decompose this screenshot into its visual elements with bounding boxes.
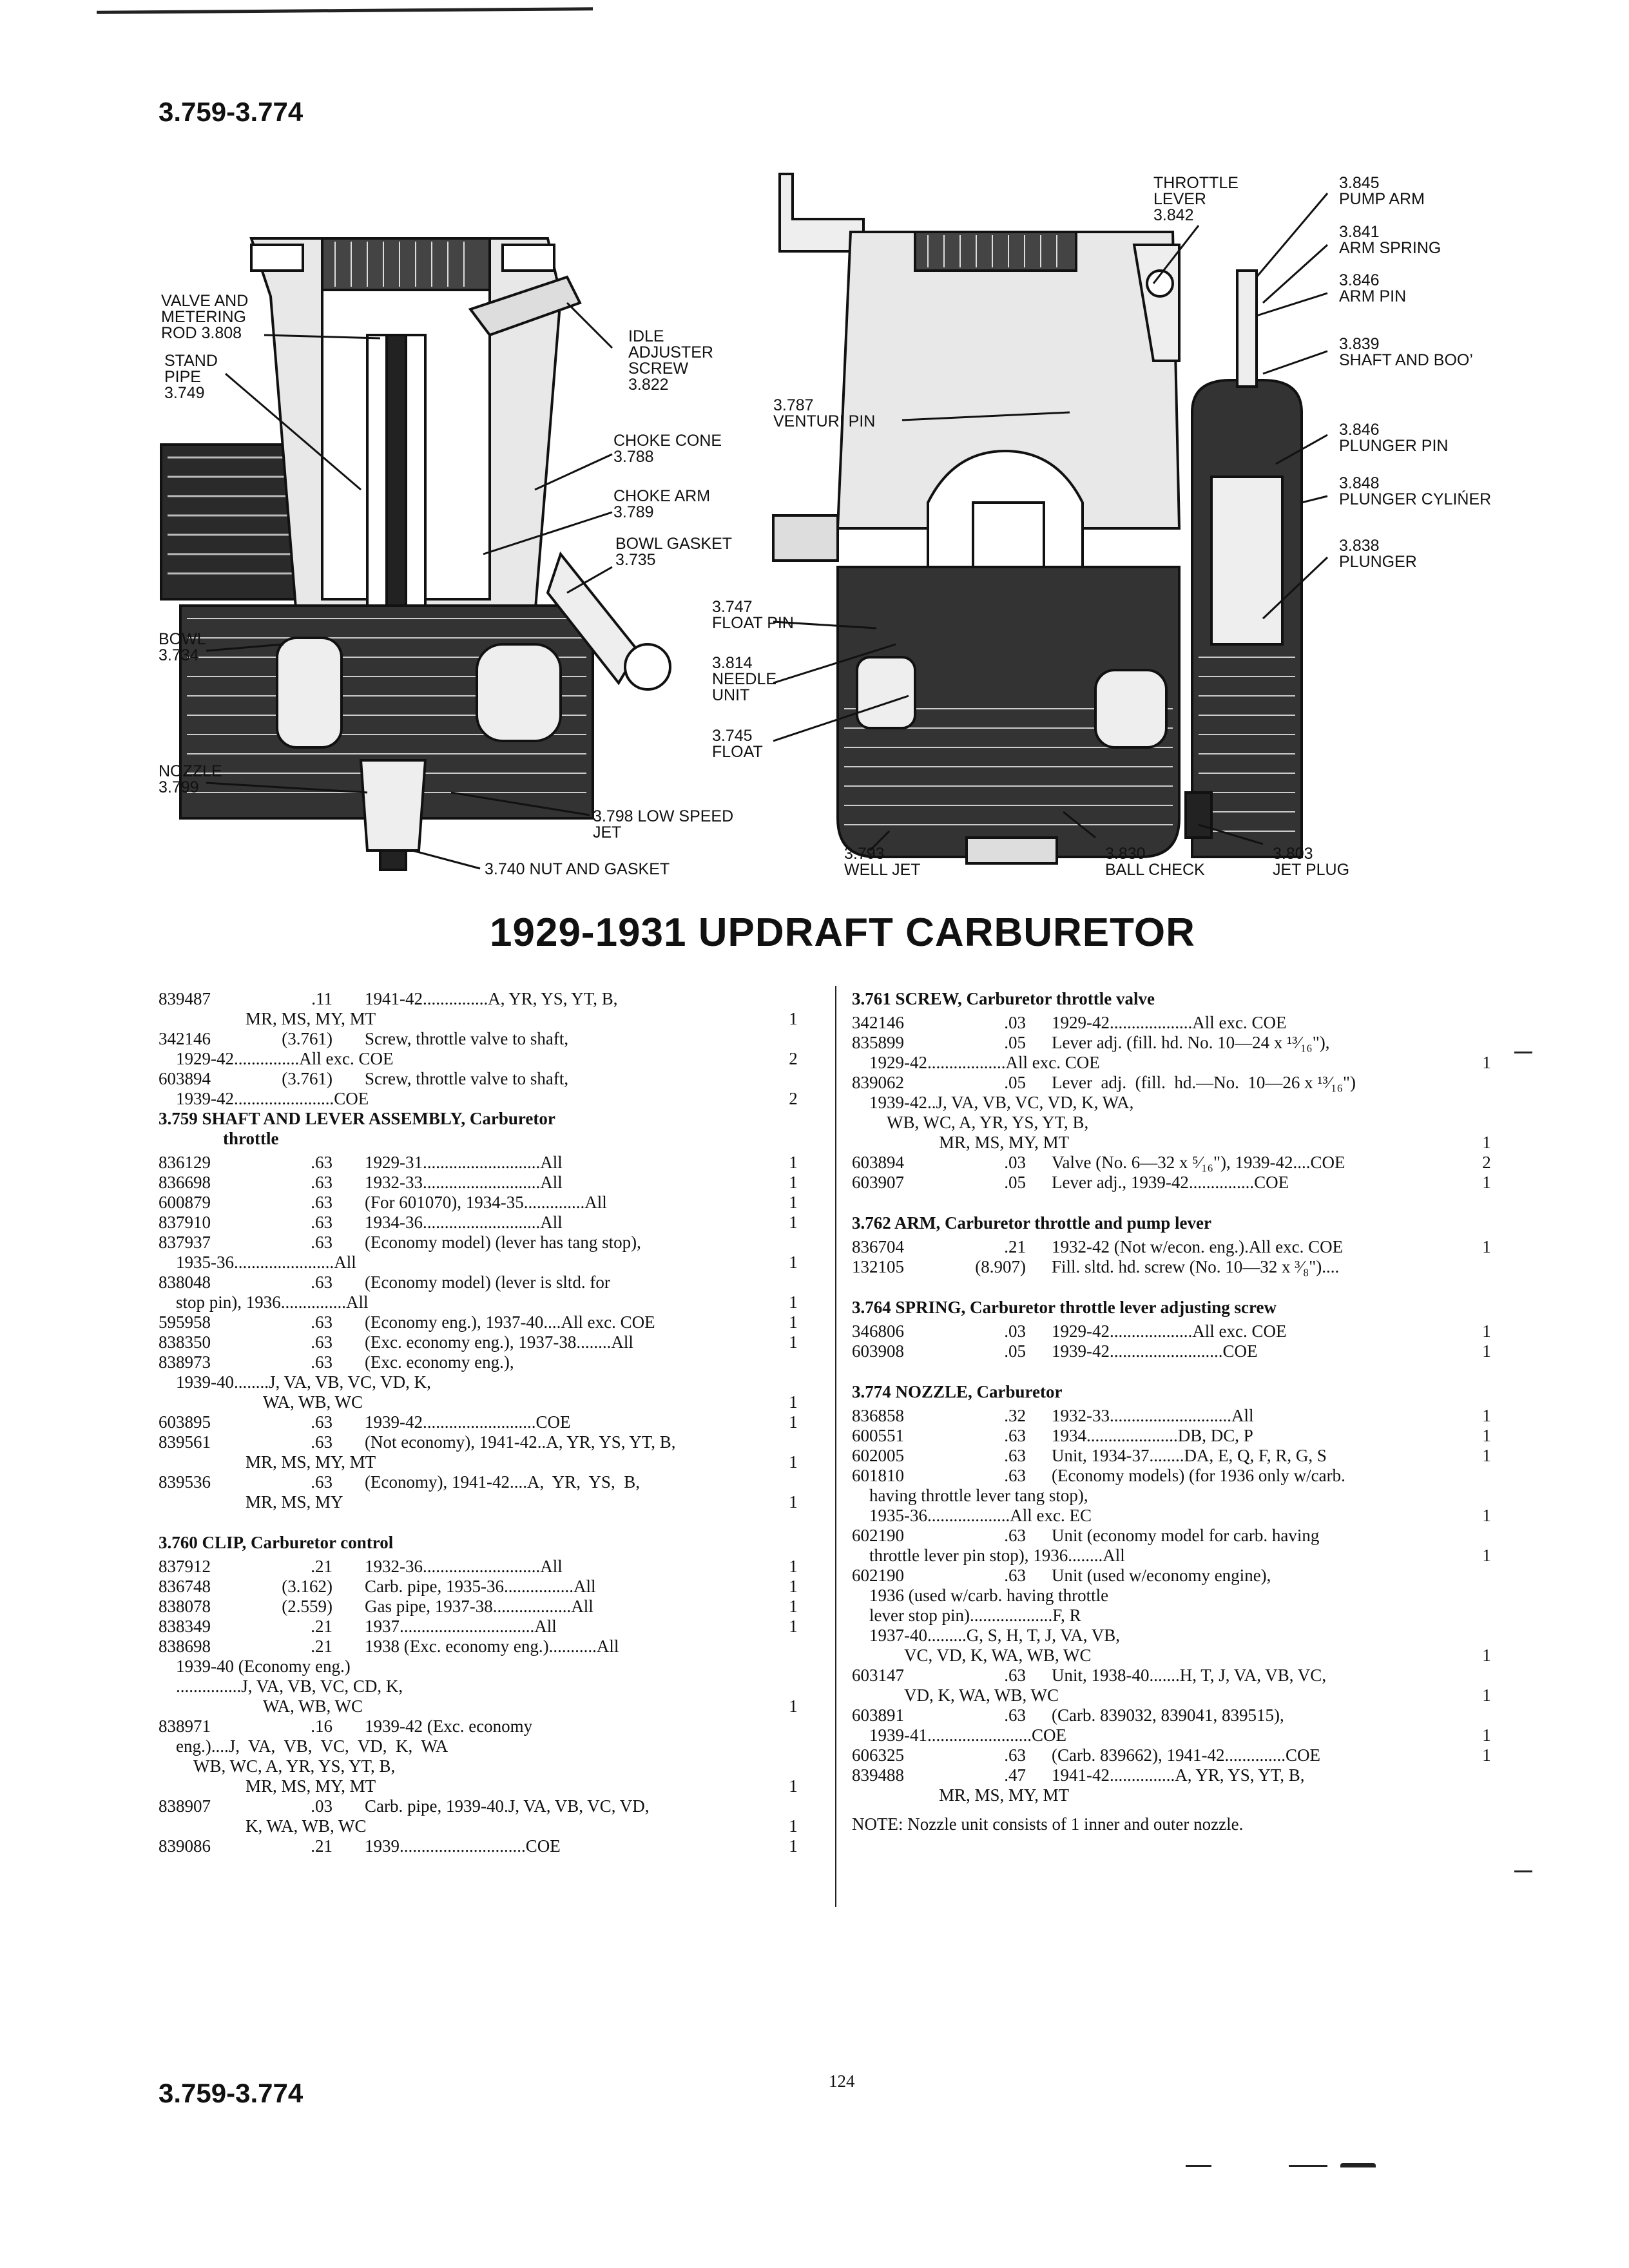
price: .63 bbox=[311, 1332, 333, 1352]
label-low-speed-jet: 3.798 LOW SPEED JET bbox=[593, 807, 734, 841]
quantity: 1 bbox=[789, 1412, 798, 1432]
price: (3.761) bbox=[282, 1069, 333, 1088]
label-jet-plug: 3.803 JET PLUG bbox=[1273, 845, 1350, 879]
price: .63 bbox=[1004, 1666, 1026, 1685]
parts-row bbox=[852, 1033, 1496, 1073]
margin-mark bbox=[1186, 2165, 1211, 2167]
part-number: 838078 bbox=[159, 1597, 211, 1616]
price: .21 bbox=[311, 1637, 333, 1656]
quantity: 1 bbox=[789, 1452, 798, 1472]
label-pump-arm: 3.845 PUMP ARM bbox=[1339, 174, 1425, 208]
label-idle-adjuster-screw: IDLE ADJUSTER SCREW 3.822 bbox=[628, 327, 713, 394]
section-heading bbox=[852, 989, 1496, 1009]
page-title: 1929-1931 UPDRAFT CARBURETOR bbox=[490, 910, 1195, 955]
part-number: 603907 bbox=[852, 1173, 904, 1192]
parts-row bbox=[852, 1257, 1496, 1277]
description: 1934.....................DB, DC, P bbox=[1052, 1426, 1253, 1445]
quantity: 1 bbox=[1482, 1745, 1491, 1765]
label-plunger: 3.838 PLUNGER bbox=[1339, 537, 1417, 571]
description: Fill. sltd. hd. screw (No. 10—32 x ³⁄₈").... bbox=[1052, 1257, 1340, 1276]
description: 1939.............................COE bbox=[365, 1836, 561, 1856]
parts-row bbox=[159, 1577, 803, 1597]
margin-mark bbox=[1514, 1870, 1532, 1872]
description: Unit, 1938-40.......H, T, J, VA, VB, VC, VD, K, WA, WB, WC bbox=[904, 1666, 1327, 1705]
part-number: 836858 bbox=[852, 1406, 904, 1425]
quantity: 1 bbox=[789, 1173, 798, 1192]
parts-row bbox=[159, 1352, 803, 1412]
description: (Carb. 839032, 839041, 839515), 1939-41........................COE bbox=[869, 1706, 1284, 1745]
section-description: Carburetor throttle lever adjusting screw bbox=[970, 1298, 1277, 1317]
description: 1932-33............................All bbox=[1052, 1406, 1254, 1425]
price: .63 bbox=[1004, 1566, 1026, 1585]
quantity: 1 bbox=[789, 1193, 798, 1212]
price: .63 bbox=[311, 1432, 333, 1452]
part-number: 838971 bbox=[159, 1716, 211, 1736]
price: (3.761) bbox=[282, 1029, 333, 1048]
left-parts-column bbox=[159, 989, 803, 1856]
part-number: 602190 bbox=[852, 1566, 904, 1585]
parts-row bbox=[159, 989, 803, 1029]
price: .03 bbox=[1004, 1153, 1026, 1172]
parts-row bbox=[159, 1597, 803, 1617]
price: (3.162) bbox=[282, 1577, 333, 1596]
price: .11 bbox=[311, 989, 333, 1008]
price: .21 bbox=[311, 1617, 333, 1636]
margin-mark bbox=[1340, 2163, 1376, 2167]
section-code: 3.761 bbox=[852, 989, 891, 1008]
quantity: 1 bbox=[789, 1836, 798, 1856]
parts-row bbox=[159, 1637, 803, 1716]
page-header-code: 3.759-3.774 bbox=[159, 97, 304, 127]
price: .63 bbox=[1004, 1706, 1026, 1725]
price: .63 bbox=[1004, 1446, 1026, 1465]
description: 1941-42...............A, YR, YS, YT, B, MR, MS, MY, MT bbox=[246, 989, 618, 1028]
description: 1938 (Exc. economy eng.)...........All 1939-40 (Economy eng.) ...............J, VA, VB, VC, CD, K, WA, WB, WC bbox=[176, 1637, 619, 1716]
parts-row bbox=[852, 1321, 1496, 1341]
label-bowl: BOWL 3.734 bbox=[159, 630, 206, 664]
price: (2.559) bbox=[282, 1597, 333, 1616]
description: 1929-31...........................All bbox=[365, 1153, 563, 1172]
part-number: 839487 bbox=[159, 989, 211, 1008]
description: 1932-36...........................All bbox=[365, 1557, 563, 1576]
parts-row bbox=[159, 1796, 803, 1836]
quantity: 1 bbox=[789, 1577, 798, 1596]
right-sections bbox=[852, 989, 1496, 1805]
parts-row bbox=[852, 1013, 1496, 1033]
parts-row bbox=[852, 1406, 1496, 1426]
parts-row bbox=[852, 1237, 1496, 1257]
parts-row bbox=[159, 1312, 803, 1332]
parts-row bbox=[159, 1412, 803, 1432]
column-divider bbox=[835, 986, 836, 1907]
section-code: 3.759 bbox=[159, 1109, 198, 1128]
price: .16 bbox=[311, 1716, 333, 1736]
quantity: 1 bbox=[789, 1776, 798, 1796]
price: .05 bbox=[1004, 1173, 1026, 1192]
quantity: 1 bbox=[789, 1557, 798, 1576]
label-stand-pipe: STAND PIPE 3.749 bbox=[164, 352, 218, 402]
nozzle-note: NOTE: Nozzle unit consists of 1 inner and outer nozzle. bbox=[852, 1814, 1244, 1834]
price: .05 bbox=[1004, 1341, 1026, 1361]
parts-row bbox=[159, 1432, 803, 1472]
part-number: 602005 bbox=[852, 1446, 904, 1465]
parts-row bbox=[159, 1173, 803, 1193]
label-venturi-pin: 3.787 VENTURI PIN bbox=[773, 396, 876, 430]
description: (Carb. 839662), 1941-42..............COE bbox=[1052, 1745, 1320, 1765]
description: Carb. pipe, 1939-40.J, VA, VB, VC, VD, K, WA, WB, WC bbox=[246, 1796, 650, 1836]
section-description: Carburetor bbox=[976, 1382, 1063, 1401]
label-choke-cone: CHOKE CONE 3.788 bbox=[613, 432, 722, 466]
section-description-cont: throttle bbox=[223, 1129, 279, 1148]
description: Unit (used w/economy engine), 1936 (used w/carb. having throttle lever stop pin)...................F, R 1937-40.........G, S, H, T, J, VA, VB, VC, VD, K, WA, WB, WC bbox=[869, 1566, 1271, 1665]
parts-row bbox=[159, 1273, 803, 1312]
price: .63 bbox=[311, 1273, 333, 1292]
section-description: Carburetor throttle and pump lever bbox=[945, 1213, 1211, 1233]
label-ball-check: 3.830 BALL CHECK bbox=[1105, 845, 1205, 879]
section-rows bbox=[852, 1406, 1496, 1805]
quantity: 1 bbox=[1482, 1341, 1491, 1361]
description: Screw, throttle valve to shaft, 1929-42...............All exc. COE bbox=[176, 1029, 569, 1068]
part-number: 603908 bbox=[852, 1341, 904, 1361]
description: 1932-42 (Not w/econ. eng.).All exc. COE bbox=[1052, 1237, 1344, 1256]
part-number: 839086 bbox=[159, 1836, 211, 1856]
part-number: 342146 bbox=[852, 1013, 904, 1032]
section-rows bbox=[852, 1237, 1496, 1277]
description: 1939-42 (Exc. economy eng.)....J, VA, VB, VC, VD, K, WA WB, WC, A, YR, YS, YT, B, MR, MS, MY, MT bbox=[176, 1716, 533, 1796]
price: .63 bbox=[311, 1472, 333, 1492]
parts-row bbox=[852, 1426, 1496, 1446]
quantity: 1 bbox=[1482, 1426, 1491, 1445]
page-number: 124 bbox=[829, 2071, 855, 2091]
label-throttle-lever: THROTTLE LEVER 3.842 bbox=[1153, 174, 1239, 224]
description: Gas pipe, 1937-38..................All bbox=[365, 1597, 593, 1616]
section-code: 3.760 bbox=[159, 1533, 198, 1552]
part-number: 603891 bbox=[852, 1706, 904, 1725]
section-heading bbox=[159, 1109, 803, 1149]
price: .63 bbox=[1004, 1426, 1026, 1445]
section-rows bbox=[159, 1557, 803, 1856]
part-number: 601810 bbox=[852, 1466, 904, 1485]
section-name: CLIP, bbox=[202, 1533, 247, 1552]
section-name: SPRING, bbox=[895, 1298, 966, 1317]
parts-row bbox=[159, 1029, 803, 1069]
section-heading bbox=[159, 1533, 803, 1553]
price: .03 bbox=[1004, 1321, 1026, 1341]
part-number: 836748 bbox=[159, 1577, 211, 1596]
description: 1941-42...............A, YR, YS, YT, B, MR, MS, MY, MT bbox=[939, 1765, 1305, 1805]
right-carburetor-illustration bbox=[773, 174, 1302, 863]
section-description: Carburetor bbox=[469, 1109, 555, 1128]
description: 1939-42..........................COE bbox=[1052, 1341, 1258, 1361]
section-code: 3.774 bbox=[852, 1382, 891, 1401]
price: .03 bbox=[1004, 1013, 1026, 1032]
section-rows bbox=[159, 1153, 803, 1512]
price: .32 bbox=[1004, 1406, 1026, 1425]
price: .21 bbox=[311, 1557, 333, 1576]
quantity: 1 bbox=[1482, 1686, 1491, 1705]
description: (Economy eng.), 1937-40....All exc. COE bbox=[365, 1312, 655, 1332]
part-number: 600879 bbox=[159, 1193, 211, 1212]
part-number: 603894 bbox=[159, 1069, 211, 1088]
description: Valve (No. 6—32 x ⁵⁄₁₆"), 1939-42....COE bbox=[1052, 1153, 1345, 1172]
quantity: 1 bbox=[1482, 1646, 1491, 1665]
part-number: 835899 bbox=[852, 1033, 904, 1052]
label-bowl-gasket: BOWL GASKET 3.735 bbox=[615, 535, 733, 569]
section-rows bbox=[852, 1013, 1496, 1193]
label-valve-metering-rod: VALVE AND METERING ROD 3.808 bbox=[161, 292, 249, 342]
price: .63 bbox=[1004, 1526, 1026, 1545]
quantity: 1 bbox=[789, 1816, 798, 1836]
price: .63 bbox=[311, 1193, 333, 1212]
parts-row bbox=[159, 1233, 803, 1273]
label-choke-arm: CHOKE ARM 3.789 bbox=[613, 487, 711, 521]
parts-row bbox=[852, 1745, 1496, 1765]
quantity: 1 bbox=[789, 1293, 798, 1312]
part-number: 836704 bbox=[852, 1237, 904, 1256]
quantity: 1 bbox=[1482, 1237, 1491, 1256]
label-arm-spring: 3.841 ARM SPRING bbox=[1339, 223, 1441, 257]
description: 1929-42...................All exc. COE bbox=[1052, 1321, 1287, 1341]
price: (8.907) bbox=[975, 1257, 1026, 1276]
parts-row bbox=[852, 1153, 1496, 1173]
left-sections bbox=[159, 1109, 803, 1856]
margin-mark bbox=[1514, 1052, 1532, 1053]
description: (Economy model) (lever has tang stop), 1935-36.......................All bbox=[176, 1233, 641, 1272]
price: .63 bbox=[311, 1352, 333, 1372]
quantity: 1 bbox=[789, 1253, 798, 1272]
quantity: 1 bbox=[789, 1392, 798, 1412]
part-number: 839488 bbox=[852, 1765, 904, 1785]
section-name: NOZZLE, bbox=[895, 1382, 972, 1401]
quantity: 1 bbox=[789, 1696, 798, 1716]
parts-row bbox=[159, 1617, 803, 1637]
part-number: 839062 bbox=[852, 1073, 904, 1092]
part-number: 838349 bbox=[159, 1617, 211, 1636]
section-code: 3.764 bbox=[852, 1298, 891, 1317]
part-number: 837910 bbox=[159, 1213, 211, 1232]
part-number: 838698 bbox=[159, 1637, 211, 1656]
section-heading bbox=[852, 1298, 1496, 1318]
description: Lever adj. (fill. hd. No. 10—24 x ¹³⁄₁₆"), 1929-42..................All exc. COE bbox=[869, 1033, 1330, 1072]
page-footer-code: 3.759-3.774 bbox=[159, 2078, 304, 2108]
parts-row bbox=[159, 1716, 803, 1796]
price: .63 bbox=[311, 1173, 333, 1192]
description: (Economy models) (for 1936 only w/carb. having throttle lever tang stop), 1935-36...................All exc. EC bbox=[869, 1466, 1345, 1525]
parts-row bbox=[852, 1765, 1496, 1805]
part-number: 839536 bbox=[159, 1472, 211, 1492]
part-number: 606325 bbox=[852, 1745, 904, 1765]
description: (Exc. economy eng.), 1937-38........All bbox=[365, 1332, 633, 1352]
label-plunger-cylinder: 3.848 PLUNGER CYLIŃER bbox=[1339, 474, 1492, 508]
label-nozzle: NOZZLE 3.799 bbox=[159, 762, 222, 796]
price: .05 bbox=[1004, 1073, 1026, 1092]
parts-row bbox=[852, 1073, 1496, 1153]
quantity: 1 bbox=[789, 1153, 798, 1172]
parts-row bbox=[852, 1173, 1496, 1193]
parts-row bbox=[852, 1341, 1496, 1361]
parts-row bbox=[159, 1332, 803, 1352]
description: Unit (economy model for carb. having throttle lever pin stop), 1936........All bbox=[869, 1526, 1320, 1565]
price: .63 bbox=[1004, 1466, 1026, 1485]
description: (Not economy), 1941-42..A, YR, YS, YT, B, MR, MS, MY, MT bbox=[246, 1432, 676, 1472]
section-description: Carburetor control bbox=[251, 1533, 394, 1552]
quantity: 1 bbox=[1482, 1321, 1491, 1341]
part-number: 837937 bbox=[159, 1233, 211, 1252]
section-rows bbox=[852, 1321, 1496, 1361]
description: (Economy model) (lever is sltd. for stop pin), 1936...............All bbox=[176, 1273, 610, 1312]
part-number: 602190 bbox=[852, 1526, 904, 1545]
description: 1934-36...........................All bbox=[365, 1213, 563, 1232]
quantity: 1 bbox=[789, 1597, 798, 1616]
section-heading bbox=[852, 1213, 1496, 1233]
price: .63 bbox=[311, 1312, 333, 1332]
price: .21 bbox=[1004, 1237, 1026, 1256]
price: .21 bbox=[311, 1836, 333, 1856]
description: Lever adj. (fill. hd.—No. 10—26 x ¹³⁄₁₆") 1939-42..J, VA, VB, VC, VD, K, WA, WB, WC, A, YR, YS, YT, B, MR, MS, MY, MT bbox=[869, 1073, 1356, 1152]
part-number: 342146 bbox=[159, 1029, 211, 1048]
description: (For 601070), 1934-35..............All bbox=[365, 1193, 607, 1212]
label-nut-and-gasket: 3.740 NUT AND GASKET bbox=[485, 860, 670, 878]
parts-row bbox=[159, 1069, 803, 1109]
price: .63 bbox=[311, 1153, 333, 1172]
parts-row bbox=[852, 1706, 1496, 1745]
quantity: 1 bbox=[1482, 1053, 1491, 1072]
parts-row bbox=[159, 1193, 803, 1213]
margin-mark bbox=[1289, 2165, 1327, 2167]
price: .05 bbox=[1004, 1033, 1026, 1052]
description: 1932-33...........................All bbox=[365, 1173, 563, 1192]
label-float-pin: 3.747 FLOAT PIN bbox=[712, 598, 794, 632]
label-float: 3.745 FLOAT bbox=[712, 727, 763, 761]
parts-row bbox=[159, 1557, 803, 1577]
lead-parts-list bbox=[159, 989, 803, 1109]
price: .63 bbox=[311, 1213, 333, 1232]
description: 1939-42..........................COE bbox=[365, 1412, 571, 1432]
parts-row bbox=[852, 1526, 1496, 1566]
part-number: 600551 bbox=[852, 1426, 904, 1445]
parts-row bbox=[159, 1153, 803, 1173]
quantity: 1 bbox=[1482, 1133, 1491, 1152]
section-name: SHAFT AND LEVER ASSEMBLY, bbox=[202, 1109, 466, 1128]
part-number: 603895 bbox=[159, 1412, 211, 1432]
parts-row bbox=[852, 1446, 1496, 1466]
quantity: 1 bbox=[1482, 1546, 1491, 1565]
part-number: 836129 bbox=[159, 1153, 211, 1172]
quantity: 1 bbox=[789, 1009, 798, 1028]
price: .03 bbox=[311, 1796, 333, 1816]
parts-row bbox=[852, 1466, 1496, 1526]
section-code: 3.762 bbox=[852, 1213, 891, 1233]
quantity: 1 bbox=[789, 1312, 798, 1332]
quantity: 1 bbox=[789, 1213, 798, 1232]
quantity: 1 bbox=[1482, 1506, 1491, 1525]
right-parts-column bbox=[852, 989, 1496, 1834]
parts-row bbox=[852, 1666, 1496, 1706]
part-number: 838907 bbox=[159, 1796, 211, 1816]
label-shaft-and-boot: 3.839 SHAFT AND BOO’ bbox=[1339, 335, 1473, 369]
quantity: 1 bbox=[1482, 1406, 1491, 1425]
part-number: 836698 bbox=[159, 1173, 211, 1192]
description: 1929-42...................All exc. COE bbox=[1052, 1013, 1287, 1032]
description: (Exc. economy eng.), 1939-40........J, VA, VB, VC, VD, K, WA, WB, WC bbox=[176, 1352, 514, 1412]
quantity: 1 bbox=[1482, 1725, 1491, 1745]
section-name: ARM, bbox=[894, 1213, 941, 1233]
quantity: 1 bbox=[789, 1617, 798, 1636]
part-number: 838350 bbox=[159, 1332, 211, 1352]
price: .63 bbox=[1004, 1745, 1026, 1765]
description: Lever adj., 1939-42...............COE bbox=[1052, 1173, 1289, 1192]
part-number: 603894 bbox=[852, 1153, 904, 1172]
price: .47 bbox=[1004, 1765, 1026, 1785]
quantity: 1 bbox=[1482, 1173, 1491, 1192]
description: Unit, 1934-37........DA, E, Q, F, R, G, S bbox=[1052, 1446, 1327, 1465]
part-number: 595958 bbox=[159, 1312, 211, 1332]
label-arm-pin: 3.846 ARM PIN bbox=[1339, 271, 1407, 305]
label-well-jet: 3.793 WELL JET bbox=[844, 845, 921, 879]
parts-row bbox=[159, 1472, 803, 1512]
quantity: 2 bbox=[1482, 1153, 1491, 1172]
part-number: 837912 bbox=[159, 1557, 211, 1576]
parts-row bbox=[852, 1566, 1496, 1666]
parts-row bbox=[159, 1836, 803, 1856]
quantity: 1 bbox=[789, 1332, 798, 1352]
description: Screw, throttle valve to shaft, 1939-42.......................COE bbox=[176, 1069, 569, 1108]
part-number: 838973 bbox=[159, 1352, 211, 1372]
quantity: 2 bbox=[789, 1089, 798, 1108]
part-number: 132105 bbox=[852, 1257, 904, 1276]
description: 1937...............................All bbox=[365, 1617, 557, 1636]
quantity: 2 bbox=[789, 1049, 798, 1068]
description: (Economy), 1941-42....A, YR, YS, B, MR, MS, MY bbox=[246, 1472, 640, 1512]
part-number: 603147 bbox=[852, 1666, 904, 1685]
label-plunger-pin: 3.846 PLUNGER PIN bbox=[1339, 421, 1449, 455]
section-name: SCREW, bbox=[895, 989, 962, 1008]
section-heading bbox=[852, 1382, 1496, 1402]
part-number: 838048 bbox=[159, 1273, 211, 1292]
label-needle-unit: 3.814 NEEDLE UNIT bbox=[712, 654, 777, 704]
parts-row bbox=[159, 1213, 803, 1233]
description: Carb. pipe, 1935-36................All bbox=[365, 1577, 596, 1596]
price: .63 bbox=[311, 1412, 333, 1432]
part-number: 346806 bbox=[852, 1321, 904, 1341]
quantity: 1 bbox=[1482, 1446, 1491, 1465]
price: .63 bbox=[311, 1233, 333, 1252]
quantity: 1 bbox=[789, 1492, 798, 1512]
part-number: 839561 bbox=[159, 1432, 211, 1452]
section-description: Carburetor throttle valve bbox=[966, 989, 1155, 1008]
